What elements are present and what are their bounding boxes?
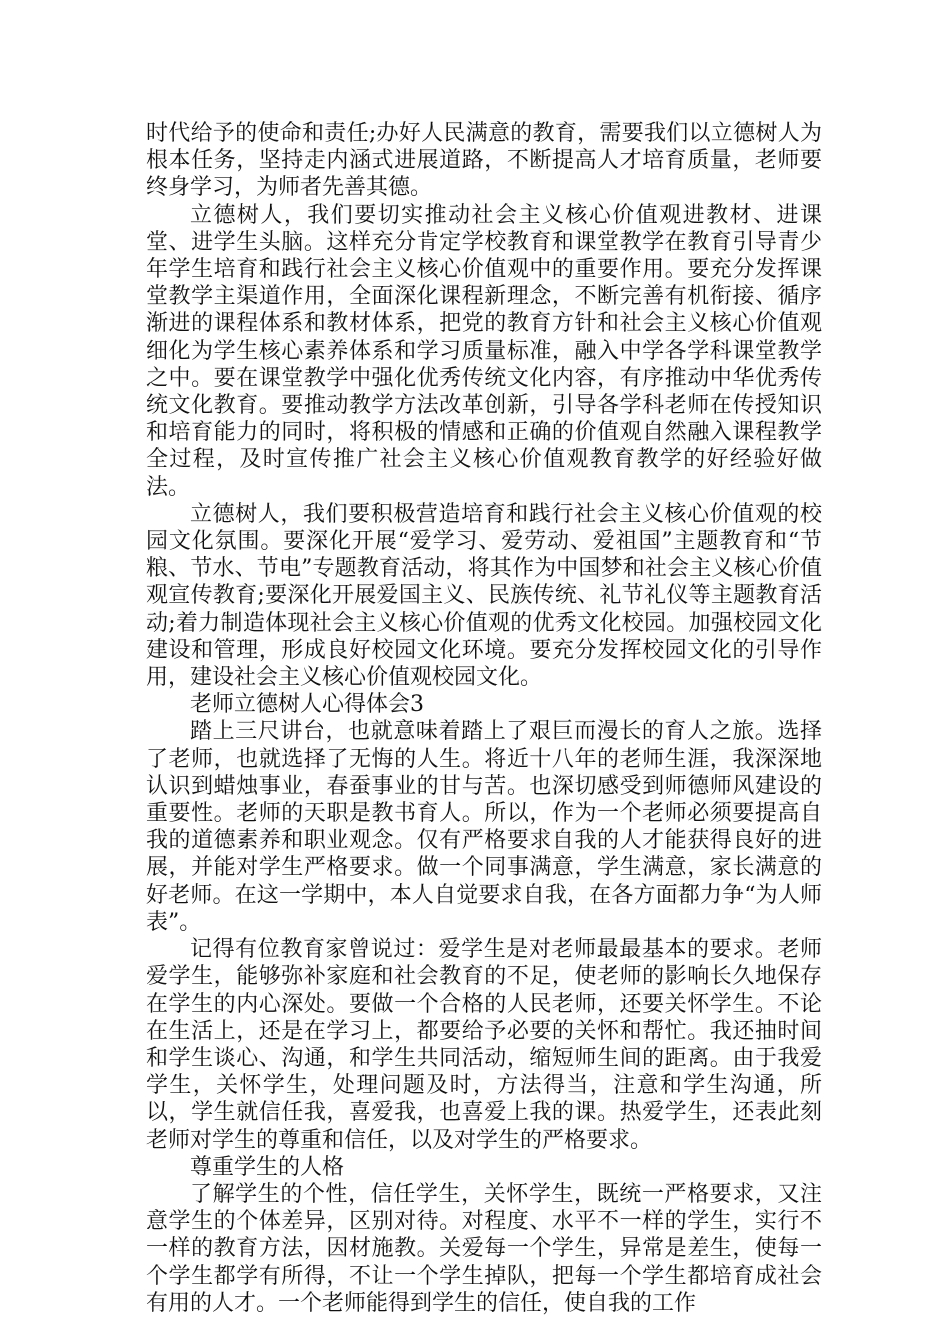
paragraph: 了解学生的个性，信任学生，关怀学生，既统一严格要求，又注意学生的个体差异，区别对待。对程度、水平不一样的学生，实行不一样的教育方法，因材施教。关爱每一个学生，异常是差生，使每一个学生都学有所得，不让一个学生掉队，把每一个学生都培育成社会有用的人才。一个老师能得到学生的信任，使自我的工作: [146, 1181, 822, 1316]
paragraph: 立德树人，我们要切实推动社会主义核心价值观进教材、进课堂、进学生头脑。这样充分肯定学校教育和课堂教学在教育引导青少年学生培育和践行社会主义核心价值观中的重要作用。要充分发挥课堂教学主渠道作用，全面深化课程新理念，不断完善有机衔接、循序渐进的课程体系和教材体系，把党的教育方针和社会主义核心价值观细化为学生核心素养体系和学习质量标准，融入中学各学科课堂教学之中。要在课堂教学中强化优秀传统文化内容，有序推动中华优秀传统文化教育。要推动教学方法改革创新，引导各学科老师在传授知识和培育能力的同时，将积极的情感和正确的价值观自然融入课程教学全过程，及时宣传推广社会主义核心价值观教育教学的好经验好做法。: [146, 202, 822, 500]
paragraph-continuation: 时代给予的使命和责任;办好人民满意的教育，需要我们以立德树人为根本任务，坚持走内涵式进展道路，不断提高人才培育质量，老师要终身学习，为师者先善其德。: [146, 121, 822, 201]
paragraph: 记得有位教育家曾说过：爱学生是对老师最最基本的要求。老师爱学生，能够弥补家庭和社会教育的不足，使老师的影响长久地保存在学生的内心深处。要做一个合格的人民老师，还要关怀学生。不论在生活上，还是在学习上，都要给予必要的关怀和帮忙。我还抽时间和学生谈心、沟通，和学生共同活动，缩短师生间的距离。由于我爱学生，关怀学生，处理问题及时，方法得当，注意和学生沟通，所以，学生就信任我，喜爱我，也喜爱上我的课。热爱学生，还表此刻老师对学生的尊重和信任，以及对学生的严格要求。: [146, 937, 822, 1153]
paragraph: 踏上三尺讲台，也就意味着踏上了艰巨而漫长的育人之旅。选择了老师，也就选择了无悔的人生。将近十八年的老师生涯，我深深地认识到蜡烛事业，春蚕事业的甘与苦。也深切感受到师德师风建设的重要性。老师的天职是教书育人。所以，作为一个老师必须要提高自我的道德素养和职业观念。仅有严格要求自我的人才能获得良好的进展，并能对学生严格要求。做一个同事满意，学生满意，家长满意的好老师。在这一学期中，本人自觉要求自我，在各方面都力争“为人师表”。: [146, 719, 822, 935]
document-body: [146, 120, 822, 1317]
section-heading: 尊重学生的人格: [190, 1154, 345, 1180]
section-heading: 老师立德树人心得体会3: [190, 692, 424, 718]
paragraph: 立德树人，我们要积极营造培育和践行社会主义核心价值观的校园文化氛围。要深化开展“爱学习、爱劳动、爱祖国”主题教育和“节粮、节水、节电”专题教育活动，将其作为中国梦和社会主义核心价值观宣传教育;要深化开展爱国主义、民族传统、礼节礼仪等主题教育活动;着力制造体现社会主义核心价值观的优秀文化校园。加强校园文化建设和管理，形成良好校园文化环境。要充分发挥校园文化的引导作用，建设社会主义核心价值观校园文化。: [146, 501, 822, 691]
